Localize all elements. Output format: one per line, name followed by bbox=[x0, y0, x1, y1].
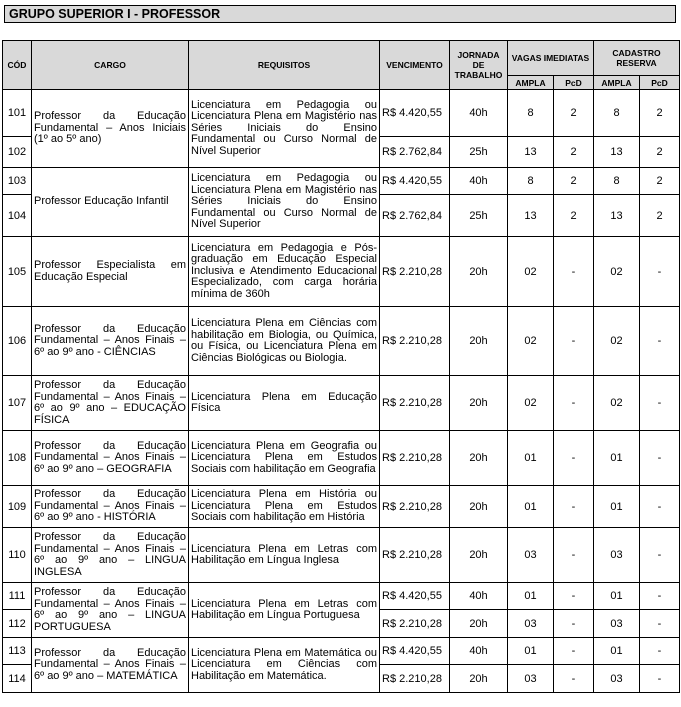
vagas-ampla-cell: 01 bbox=[508, 583, 554, 610]
header-cargo: CARGO bbox=[32, 41, 189, 90]
vagas-pcd-cell: - bbox=[554, 528, 594, 583]
cargo-cell: Professor da Educação Fundamental – Anos Finais – 6º ao 9º ano – EDUCAÇÃO FÍSICA bbox=[32, 376, 189, 431]
cod-cell: 110 bbox=[3, 528, 32, 583]
cargo-cell: Professor da Educação Fundamental – Anos Iniciais (1º ao 5º ano) bbox=[32, 90, 189, 168]
cadastro-ampla-cell: 03 bbox=[594, 665, 640, 693]
jornada-cell: 20h bbox=[450, 610, 508, 638]
cargo-cell: Professor da Educação Fundamental – Anos Finais – 6º ao 9º ano – LINGUA PORTUGUESA bbox=[32, 583, 189, 638]
cod-cell: 102 bbox=[3, 137, 32, 168]
header-jornada: JORNADA DE TRABALHO bbox=[450, 41, 508, 90]
vagas-ampla-cell: 01 bbox=[508, 486, 554, 528]
vagas-pcd-cell: 2 bbox=[554, 168, 594, 195]
vagas-ampla-cell: 02 bbox=[508, 376, 554, 431]
vencimento-cell: R$ 4.420,55 bbox=[380, 583, 450, 610]
cargo-cell: Professor da Educação Fundamental – Anos Finais – 6º ao 9º ano – MATEMÁTICA bbox=[32, 638, 189, 693]
vencimento-cell: R$ 2.210,28 bbox=[380, 237, 450, 307]
jornada-cell: 40h bbox=[450, 638, 508, 665]
positions-table bbox=[2, 40, 680, 693]
cadastro-pcd-cell: - bbox=[640, 665, 680, 693]
vencimento-cell: R$ 2.210,28 bbox=[380, 307, 450, 376]
cadastro-ampla-cell: 02 bbox=[594, 237, 640, 307]
cadastro-pcd-cell: - bbox=[640, 376, 680, 431]
vencimento-cell: R$ 4.420,55 bbox=[380, 168, 450, 195]
header-cadastro-pcd: PcD bbox=[640, 76, 680, 90]
cod-cell: 112 bbox=[3, 610, 32, 638]
jornada-cell: 20h bbox=[450, 665, 508, 693]
vencimento-cell: R$ 2.210,28 bbox=[380, 665, 450, 693]
cadastro-pcd-cell: 2 bbox=[640, 90, 680, 137]
vencimento-cell: R$ 4.420,55 bbox=[380, 90, 450, 137]
requisitos-cell: Licenciatura Plena em Matemática ou Licenciatura em Ciências com Habilitação em Matemática. bbox=[189, 638, 380, 693]
requisitos-cell: Licenciatura Plena em História ou Licenciatura Plena em Estudos Sociais com habilitação em História bbox=[189, 486, 380, 528]
vagas-ampla-cell: 8 bbox=[508, 168, 554, 195]
requisitos-cell: Licenciatura Plena em Educação Física bbox=[189, 376, 380, 431]
vencimento-cell: R$ 2.762,84 bbox=[380, 137, 450, 168]
header-cadastro-ampla: AMPLA bbox=[594, 76, 640, 90]
vagas-pcd-cell: - bbox=[554, 610, 594, 638]
jornada-cell: 25h bbox=[450, 137, 508, 168]
table-row bbox=[3, 583, 680, 610]
table-row bbox=[3, 638, 680, 665]
vagas-pcd-cell: - bbox=[554, 431, 594, 486]
cod-cell: 108 bbox=[3, 431, 32, 486]
cod-cell: 107 bbox=[3, 376, 32, 431]
requisitos-cell: Licenciatura Plena em Letras com Habilitação em Língua Portuguesa bbox=[189, 583, 380, 638]
vagas-pcd-cell: 2 bbox=[554, 137, 594, 168]
cod-cell: 106 bbox=[3, 307, 32, 376]
header-requisitos: REQUISITOS bbox=[189, 41, 380, 90]
vagas-ampla-cell: 02 bbox=[508, 237, 554, 307]
header-vagas: VAGAS IMEDIATAS bbox=[508, 41, 594, 76]
cadastro-pcd-cell: - bbox=[640, 307, 680, 376]
vencimento-cell: R$ 2.762,84 bbox=[380, 195, 450, 237]
vencimento-cell: R$ 2.210,28 bbox=[380, 610, 450, 638]
cadastro-ampla-cell: 02 bbox=[594, 376, 640, 431]
requisitos-cell: Licenciatura em Pedagogia ou Licenciatura Plena em Magistério nas Séries Iniciais do Ensino Fundamental ou Curso Normal de Nível Superior bbox=[189, 168, 380, 237]
cod-cell: 103 bbox=[3, 168, 32, 195]
cadastro-pcd-cell: - bbox=[640, 638, 680, 665]
section-title: GRUPO SUPERIOR I - PROFESSOR bbox=[4, 5, 676, 23]
header-vagas-pcd: PcD bbox=[554, 76, 594, 90]
cadastro-pcd-cell: - bbox=[640, 431, 680, 486]
cod-cell: 104 bbox=[3, 195, 32, 237]
cod-cell: 101 bbox=[3, 90, 32, 137]
requisitos-cell: Licenciatura Plena em Geografia ou Licenciatura Plena em Estudos Sociais com habilitação em Geografia bbox=[189, 431, 380, 486]
vencimento-cell: R$ 2.210,28 bbox=[380, 376, 450, 431]
header-cod: CÓD bbox=[3, 41, 32, 90]
vagas-ampla-cell: 01 bbox=[508, 431, 554, 486]
vagas-ampla-cell: 01 bbox=[508, 638, 554, 665]
vagas-ampla-cell: 03 bbox=[508, 610, 554, 638]
cargo-cell: Professor da Educação Fundamental – Anos Finais – 6º ao 9º ano - HISTÓRIA bbox=[32, 486, 189, 528]
cadastro-ampla-cell: 01 bbox=[594, 583, 640, 610]
cadastro-ampla-cell: 03 bbox=[594, 528, 640, 583]
cargo-cell: Professor Educação Infantil bbox=[32, 168, 189, 237]
cadastro-ampla-cell: 03 bbox=[594, 610, 640, 638]
cod-cell: 111 bbox=[3, 583, 32, 610]
cadastro-ampla-cell: 8 bbox=[594, 168, 640, 195]
vencimento-cell: R$ 2.210,28 bbox=[380, 486, 450, 528]
cadastro-pcd-cell: - bbox=[640, 237, 680, 307]
cadastro-ampla-cell: 8 bbox=[594, 90, 640, 137]
cargo-cell: Professor Especialista em Educação Especial bbox=[32, 237, 189, 307]
table-row bbox=[3, 486, 680, 528]
table-row bbox=[3, 90, 680, 137]
vagas-pcd-cell: - bbox=[554, 665, 594, 693]
vencimento-cell: R$ 4.420,55 bbox=[380, 638, 450, 665]
vagas-ampla-cell: 03 bbox=[508, 528, 554, 583]
jornada-cell: 20h bbox=[450, 237, 508, 307]
table-row bbox=[3, 528, 680, 583]
table-row bbox=[3, 237, 680, 307]
requisitos-cell: Licenciatura em Pedagogia e Pós-graduação em Educação Especial Inclusiva e Atendimento Educacional Especializado, com carga horária mínima de 360h bbox=[189, 237, 380, 307]
vagas-ampla-cell: 03 bbox=[508, 665, 554, 693]
table-row bbox=[3, 307, 680, 376]
jornada-cell: 20h bbox=[450, 486, 508, 528]
cod-cell: 113 bbox=[3, 638, 32, 665]
table-row bbox=[3, 431, 680, 486]
vagas-pcd-cell: 2 bbox=[554, 195, 594, 237]
cadastro-ampla-cell: 02 bbox=[594, 307, 640, 376]
jornada-cell: 20h bbox=[450, 376, 508, 431]
vagas-pcd-cell: - bbox=[554, 376, 594, 431]
cargo-cell: Professor da Educação Fundamental – Anos Finais – 6º ao 9º ano - CIÊNCIAS bbox=[32, 307, 189, 376]
cadastro-ampla-cell: 01 bbox=[594, 486, 640, 528]
cadastro-ampla-cell: 13 bbox=[594, 195, 640, 237]
cadastro-pcd-cell: 2 bbox=[640, 137, 680, 168]
vagas-ampla-cell: 02 bbox=[508, 307, 554, 376]
vagas-pcd-cell: - bbox=[554, 638, 594, 665]
table-row bbox=[3, 376, 680, 431]
vagas-ampla-cell: 13 bbox=[508, 137, 554, 168]
jornada-cell: 20h bbox=[450, 528, 508, 583]
vencimento-cell: R$ 2.210,28 bbox=[380, 528, 450, 583]
cadastro-pcd-cell: - bbox=[640, 610, 680, 638]
table-row bbox=[3, 168, 680, 195]
cadastro-ampla-cell: 01 bbox=[594, 638, 640, 665]
jornada-cell: 25h bbox=[450, 195, 508, 237]
vagas-pcd-cell: - bbox=[554, 486, 594, 528]
jornada-cell: 40h bbox=[450, 168, 508, 195]
vagas-ampla-cell: 8 bbox=[508, 90, 554, 137]
vagas-pcd-cell: - bbox=[554, 237, 594, 307]
cargo-cell: Professor da Educação Fundamental – Anos Finais – 6º ao 9º ano – GEOGRAFIA bbox=[32, 431, 189, 486]
requisitos-cell: Licenciatura Plena em Ciências com habilitação em Biologia, ou Química, ou Física, ou Licenciatura Plena em Ciências Biológicas ou Biologia. bbox=[189, 307, 380, 376]
header-vencimento: VENCIMENTO bbox=[380, 41, 450, 90]
cod-cell: 109 bbox=[3, 486, 32, 528]
vagas-pcd-cell: - bbox=[554, 583, 594, 610]
cadastro-ampla-cell: 01 bbox=[594, 431, 640, 486]
vencimento-cell: R$ 2.210,28 bbox=[380, 431, 450, 486]
cadastro-pcd-cell: 2 bbox=[640, 195, 680, 237]
header-vagas-ampla: AMPLA bbox=[508, 76, 554, 90]
jornada-cell: 20h bbox=[450, 431, 508, 486]
vagas-ampla-cell: 13 bbox=[508, 195, 554, 237]
requisitos-cell: Licenciatura em Pedagogia ou Licenciatura Plena em Magistério nas Séries Iniciais do Ensino Fundamental ou Curso Normal de Nível Superior bbox=[189, 90, 380, 168]
requisitos-cell: Licenciatura Plena em Letras com Habilitação em Língua Inglesa bbox=[189, 528, 380, 583]
cargo-cell: Professor da Educação Fundamental – Anos Finais – 6º ao 9º ano – LINGUA INGLESA bbox=[32, 528, 189, 583]
cadastro-pcd-cell: 2 bbox=[640, 168, 680, 195]
cod-cell: 114 bbox=[3, 665, 32, 693]
vagas-pcd-cell: 2 bbox=[554, 90, 594, 137]
cadastro-ampla-cell: 13 bbox=[594, 137, 640, 168]
jornada-cell: 40h bbox=[450, 90, 508, 137]
header-cadastro: CADASTRO RESERVA bbox=[594, 41, 680, 76]
cadastro-pcd-cell: - bbox=[640, 583, 680, 610]
cod-cell: 105 bbox=[3, 237, 32, 307]
jornada-cell: 40h bbox=[450, 583, 508, 610]
cadastro-pcd-cell: - bbox=[640, 486, 680, 528]
vagas-pcd-cell: - bbox=[554, 307, 594, 376]
jornada-cell: 20h bbox=[450, 307, 508, 376]
cadastro-pcd-cell: - bbox=[640, 528, 680, 583]
